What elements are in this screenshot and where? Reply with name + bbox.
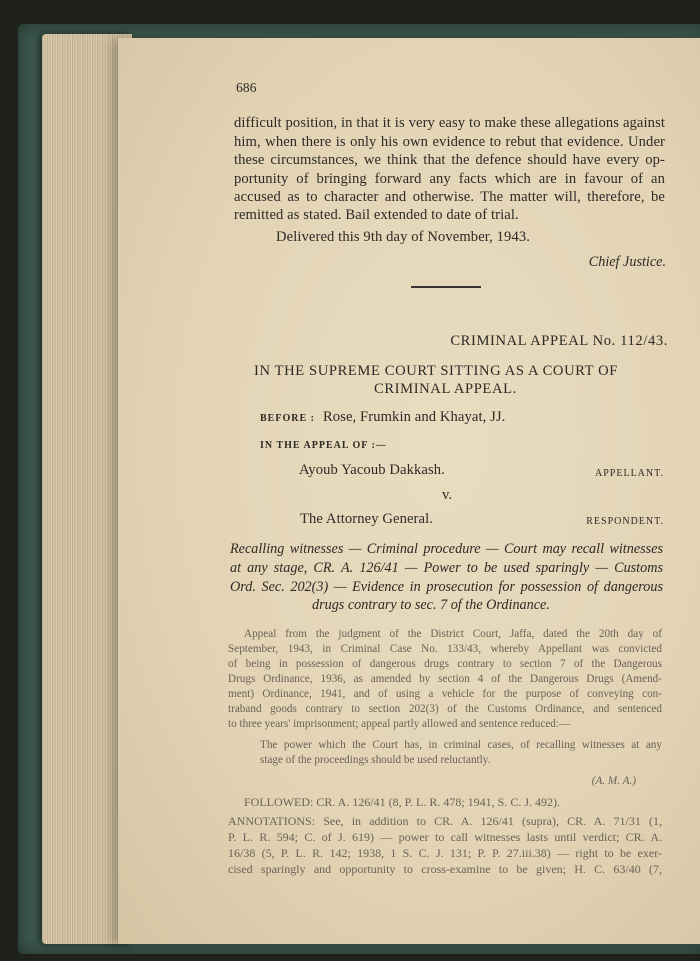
headnote-line: Ord. Sec. 202(3) — Evidence in prosecution for possession of dangerous (230, 579, 663, 595)
summary-line: traband goods contrary to section 202(3) of the Customs Ordinance, and sentenced (228, 703, 662, 715)
holding-author: (A. M. A.) (591, 775, 636, 787)
text-line: difficult position, in that it is very easy to make these allegations against (234, 115, 665, 131)
before-label: BEFORE : (260, 413, 315, 424)
summary-line: Drugs Ordinance, 1936, as amended by section 4 of the Dangerous Drugs (Amend- (228, 673, 662, 685)
text-line: portunity of bringing forward any facts which are in favour of an (234, 171, 665, 187)
court-heading-line1: IN THE SUPREME COURT SITTING AS A COURT OF (254, 363, 619, 379)
appellant-name: Ayoub Yacoub Dakkash. (299, 462, 445, 478)
book-page (118, 38, 700, 944)
headnote-line: drugs contrary to sec. 7 of the Ordinance. (312, 597, 550, 613)
summary-line: ment) Ordinance, 1941, and of using a vehicle for the purpose of conveying con- (228, 688, 662, 700)
summary-line: of being in possession of dangerous drugs contrary to section 7 of the Dangerous (228, 658, 662, 670)
section-divider (411, 286, 481, 288)
versus: v. (442, 487, 453, 503)
case-number: CRIMINAL APPEAL No. 112/43. (450, 333, 668, 349)
page-number: 686 (236, 80, 257, 95)
headnote-line: Recalling witnesses — Criminal procedure — Court may recall witnesses (230, 541, 663, 557)
text-line: him, when there is only his own evidence to rebut that evidence. Under (234, 134, 665, 150)
signature: Chief Justice. (588, 254, 666, 270)
summary-line: Appeal from the judgment of the District Court, Jaffa, dated the 20th day of (244, 628, 662, 640)
text-line: remitted as stated. Bail extended to date of trial. (234, 207, 519, 223)
respondent-label: RESPONDENT. (586, 516, 664, 527)
judges: Rose, Frumkin and Khayat, JJ. (322, 409, 506, 425)
holding-line: stage of the proceedings should be used reluctantly. (260, 754, 491, 766)
respondent-name: The Attorney General. (300, 511, 433, 527)
before-line (260, 408, 505, 426)
delivered-date: Delivered this 9th day of November, 1943. (276, 229, 530, 245)
appellant-label: APPELLANT. (595, 468, 664, 479)
followed-line: FOLLOWED: CR. A. 126/41 (8, P. L. R. 478; 1941, S. C. J. 492). (244, 795, 561, 809)
summary-line: to three years' imprisonment; appeal partly allowed and sentence reduced:— (228, 718, 571, 730)
annotation-line: ANNOTATIONS: See, in addition to CR. A. 126/41 (supra), CR. A. 71/31 (1, (228, 814, 662, 828)
annotation-line: P. L. R. 594; C. of J. 619) — power to call witnesses lasts until verdict; CR. A. (228, 830, 662, 844)
appeal-label: IN THE APPEAL OF :— (260, 440, 387, 451)
annotation-line: 16/38 (5, P. L. R. 142; 1938, 1 S. C. J. 131; P. P. 27.iii.38) — right to be exer- (228, 846, 662, 860)
annotation-line: cised sparingly and opportunity to cross-examine to be given; H. C. 63/40 (7, (228, 862, 662, 876)
text-line: accused as to character and otherwise. The matter will, therefore, be (234, 189, 665, 205)
holding-line: The power which the Court has, in criminal cases, of recalling witnesses at any (260, 739, 662, 751)
court-heading-line2: CRIMINAL APPEAL. (374, 381, 517, 397)
headnote-line: at any stage, CR. A. 126/41 — Power to be used sparingly — Customs (230, 560, 663, 576)
summary-line: September, 1943, in Criminal Case No. 133/43, whereby Appellant was convicted (228, 643, 662, 655)
text-line: these circumstances, we think that the defence should have every op- (234, 152, 665, 168)
